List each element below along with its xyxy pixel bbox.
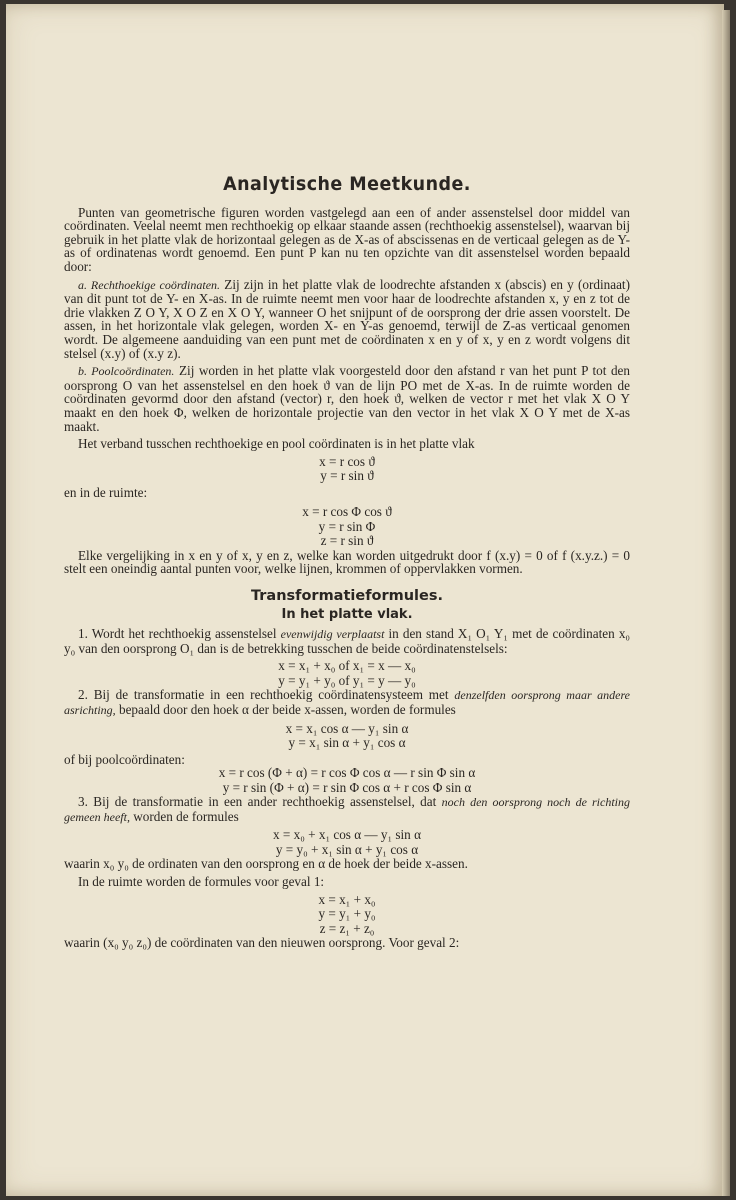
page-content [64,173,631,954]
transformation-3-note: waarin x₀ y₀ de ordinaten van den oorsprong en α de hoek der beide x-assen. [64,856,468,872]
formula: x = x₁ cos α — y₁ sin α [285,720,409,736]
transformation-2-suffix: bepaald door den hoek α der beide x-assen, worden de formules [118,701,456,717]
formula: y = r sin ϑ [320,468,374,484]
formula: y = r sin Φ [318,518,376,534]
rect-coordinates-paragraph [64,278,630,361]
formula: x = x₁ + x₀ of x₁ = x — x₀ [278,658,416,674]
transformation-3-emphasis: noch den oorsprong noch de richting gemeen heeft, [64,795,630,824]
formula: z = z₁ + z₀ [319,920,375,936]
formula: x = r cos ϑ [319,453,375,469]
formula: x = r cos Φ cos ϑ [302,504,392,520]
space-case-intro: In de ruimte worden de formules voor geval 1: [78,873,325,889]
section-title: Transformatieformules. [250,587,444,604]
space-intro: en in de ruimte: [64,484,148,500]
transformation-1-emphasis: evenwijdig verplaatst [280,627,385,642]
transformation-3-paragraph [64,795,630,824]
final-paragraph: waarin (x₀ y₀ z₀) de coördinaten van den nieuwen oorsprong. Voor geval 2: [64,935,460,950]
equation-paragraph: Elke vergelijking in x en y of x, y en z, welke kan worden uitgedrukt door f (x.y) = 0 of f (x.y.z.) = 0 stelt een oneindig aantal punten voor, welke lijnen, krommen of oppervlakken vormen. [64,547,630,577]
polar-coordinates-text: Zij worden in het platte vlak voorgesteld door den afstand r van het punt P tot den oorsprong O van het assenstelsel en den hoek ϑ van de lijn PO met de X-as. In de ruimte worden de coördinaten gevormd door den afstand (vector) r, den hoek ϑ, welken de vector r met het vlak X O Y maakt en den hoek Φ, welken de horizontale projectie van den vector in het vlak X O Y met de X-as maakt. [64,363,630,434]
formula: y = y₁ + y₀ of y₁ = y — y₀ [278,672,416,688]
transformation-2-prefix: 2. Bij de transformatie in een rechthoekig coördinatensysteem met [78,687,449,703]
polar-coordinates-label: b. Poolcoördinaten. [78,364,175,379]
transformation-1-prefix: 1. Wordt het rechthoekig assenstelsel [78,626,277,642]
formula: x = r cos (Φ + α) = r cos Φ cos α — r sin Φ sin α [218,765,476,781]
formula: z = r sin ϑ [320,533,374,549]
page-title: Analytische Meetkunde. [223,173,471,195]
transformation-2-emphasis: denzelfden oorsprong maar andere asrichting, [64,688,631,717]
transformation-1-suffix: in den stand X₁ O₁ Y₁ met de coördinaten x₀ y₀ van den oorsprong O₁ dan is de betrekking tusschen de beide coördinatenstelsels: [64,626,631,656]
formula: x = x₁ + x₀ [318,891,376,907]
rect-coordinates-label: a. Rechthoekige coördinaten. [78,277,221,292]
polar-coordinates-paragraph [64,364,630,433]
transformation-2-paragraph [64,688,630,717]
page-edge [722,10,730,1196]
formula: x = x₀ + x₁ cos α — y₁ sin α [273,827,421,843]
intro-paragraph: Punten van geometrische figuren worden vastgelegd aan een of ander assenstelsel door middel van coördinaten. Veelal neemt men rechthoekig op elkaar staande assen (rechthoekig assenstelsel), waarvan bij gebruik in het platte vlak de horizontaal gelegen as de X-as of abscissenas en de verticaal gelegen as de Y-as of ordinatenas wordt genoemd. Een punt P kan nu ten opzichte van dit assenstelsel worden bepaald door: [64,204,630,274]
formula: y = y₀ + x₁ sin α + y₁ cos α [275,841,419,857]
transformation-1-paragraph [64,627,630,655]
formula: y = x₁ sin α + y₁ cos α [288,735,406,751]
transformation-3-suffix: worden de formules [133,808,239,824]
formula: y = r sin (Φ + α) = r sin Φ cos α + r cos Φ sin α [222,779,472,795]
relation-intro: Het verband tusschen rechthoekige en pool coördinaten is in het platte vlak [78,436,475,452]
formula: y = y₁ + y₀ [318,906,376,921]
transformation-3-prefix: 3. Bij de transformatie in een ander rechthoekig assenstelsel, dat [78,794,437,810]
rect-coordinates-text: Zij zijn in het platte vlak de loodrechte afstanden x (abscis) en y (ordinaat) van dit punt tot de Y- en X-as. In de ruimte neemt men voor haar de loodrechte afstanden x, y en z tot de drie vlakken Z O Y, X O Z en X O Y, wanneer O het snijpunt of de oorsprong der drie assen voorstelt. De assen, in het horizontale vlak gelegen, worden X- en Y-as genoemd, terwijl de Z-as verticaal genomen wordt. De algemeene aanduiding van een punt met de coördinaten x en y of x, y en z wordt volgens dit stelsel (x.y) of (x.y z). [64,276,630,361]
subsection-title: In het platte vlak. [281,606,413,622]
polar-intro: of bij poolcoördinaten: [64,751,185,767]
